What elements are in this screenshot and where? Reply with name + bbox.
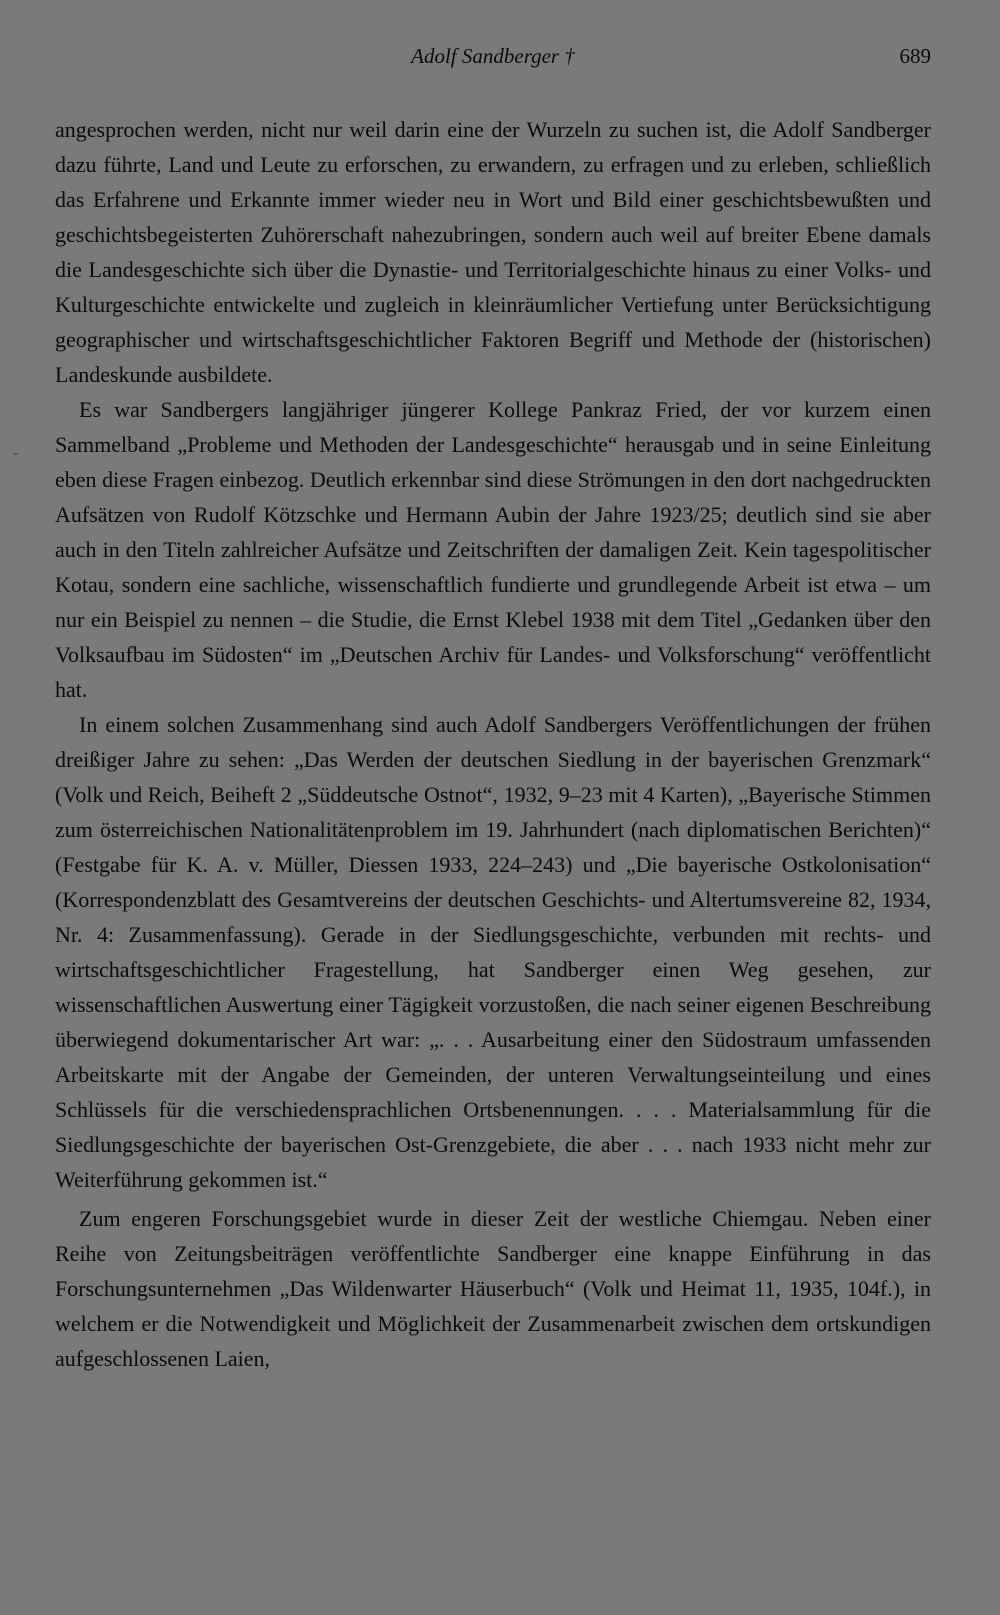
paragraph-continuation: angesprochen werden, nicht nur weil darin eine der Wurzeln zu suchen ist, die Adolf Sandberger dazu führte, Land und Leute zu erforschen, zu erwandern, zu erfragen und zu erleben, schließlich das Erfahrene und Erkannte immer wieder neu in Wort und Bild einer geschichtsbewußten und geschichtsbegeisterten Zuhörerschaft nahezubringen, sondern auch weil auf breiter Ebene damals die Landesgeschichte sich über die Dynastie- und Territorialgeschichte hinaus zu einer Volks- und Kulturgeschichte entwickelte und zugleich in kleinräumlicher Vertiefung unter Berücksichtigung geographischer und wirtschaftsgeschichtlicher Faktoren Begriff und Methode der (historischen) Landeskunde ausbildete. — [55, 117, 931, 387]
running-title: Adolf Sandberger † — [411, 44, 575, 68]
paragraph-fried-sammelband: Es war Sandbergers langjähriger jüngerer Kollege Pankraz Fried, der vor kurzem einen Sammelband „Probleme und Methoden der Landesgeschichte“ herausgab und in seine Einleitung eben diese Fragen einbezog. Deutlich erkennbar sind diese Strömungen in den dort nachgedruckten Aufsätzen von Rudolf Kötzschke und Hermann Aubin der Jahre 1923/25; deutlich sind sie aber auch in den Titeln zahlreicher Aufsätze und Zeitschriften der damaligen Zeit. Kein tagespolitischer Kotau, sondern eine sachliche, wissenschaftlich fundierte und grundlegende Arbeit ist etwa – um nur ein Beispiel zu nennen – die Studie, die Ernst Klebel 1938 mit dem Titel „Gedanken über den Volksaufbau im Südosten“ im „Deutschen Archiv für Landes- und Volksforschung“ veröffentlicht hat. — [55, 397, 931, 702]
page-number: 689 — [899, 44, 931, 68]
body-text — [55, 112, 931, 1376]
margin-mark — [13, 453, 18, 455]
running-head — [55, 44, 931, 74]
paragraph-sandberger-publications: In einem solchen Zusammenhang sind auch Adolf Sandbergers Veröffentlichungen der frühen dreißiger Jahre zu sehen: „Das Werden der deutschen Siedlung in der bayerischen Grenzmark“ (Volk und Reich, Beiheft 2 „Süddeutsche Ostnot“, 1932, 9–23 mit 4 Karten), „Bayerische Stimmen zum österreichischen Nationalitätenproblem im 19. Jahrhundert (nach diplomatischen Berichten)“ (Festgabe für K. A. v. Müller, Diessen 1933, 224–243) und „Die bayerische Ostkolonisation“ (Korrespondenzblatt des Gesamtvereins der deutschen Geschichts- und Altertumsvereine 82, 1934, Nr. 4: Zusammenfassung). Gerade in der Siedlungsgeschichte, verbunden mit rechts- und wirtschaftsgeschichtlicher Fragestellung, hat Sandberger einen Weg gesehen, zur wissenschaftlichen Auswertung einer Tägigkeit vorzustoßen, die nach seiner eigenen Beschreibung überwiegend dokumentarischer Art war: „. . . Ausarbeitung einer den Südostraum umfassenden Arbeitskarte mit der Angabe der Gemeinden, der unteren Verwaltungseinteilung und eines Schlüssels für die verschiedensprachlichen Ortsbenennungen. . . . Materialsammlung für die Siedlungsgeschichte der bayerischen Ost-Grenzgebiete, die aber . . . nach 1933 nicht mehr zur Weiterführung gekommen ist.“ — [55, 712, 931, 1192]
paragraph-chiemgau: Zum engeren Forschungsgebiet wurde in dieser Zeit der westliche Chiemgau. Neben einer Reihe von Zeitungsbeiträgen veröffentlichte Sandberger eine knappe Einführung in das Forschungsunternehmen „Das Wildenwarter Häuserbuch“ (Volk und Heimat 11, 1935, 104f.), in welchem er die Notwendigkeit und Möglichkeit der Zusammenarbeit zwischen dem ortskundigen aufgeschlossenen Laien, — [55, 1206, 931, 1371]
